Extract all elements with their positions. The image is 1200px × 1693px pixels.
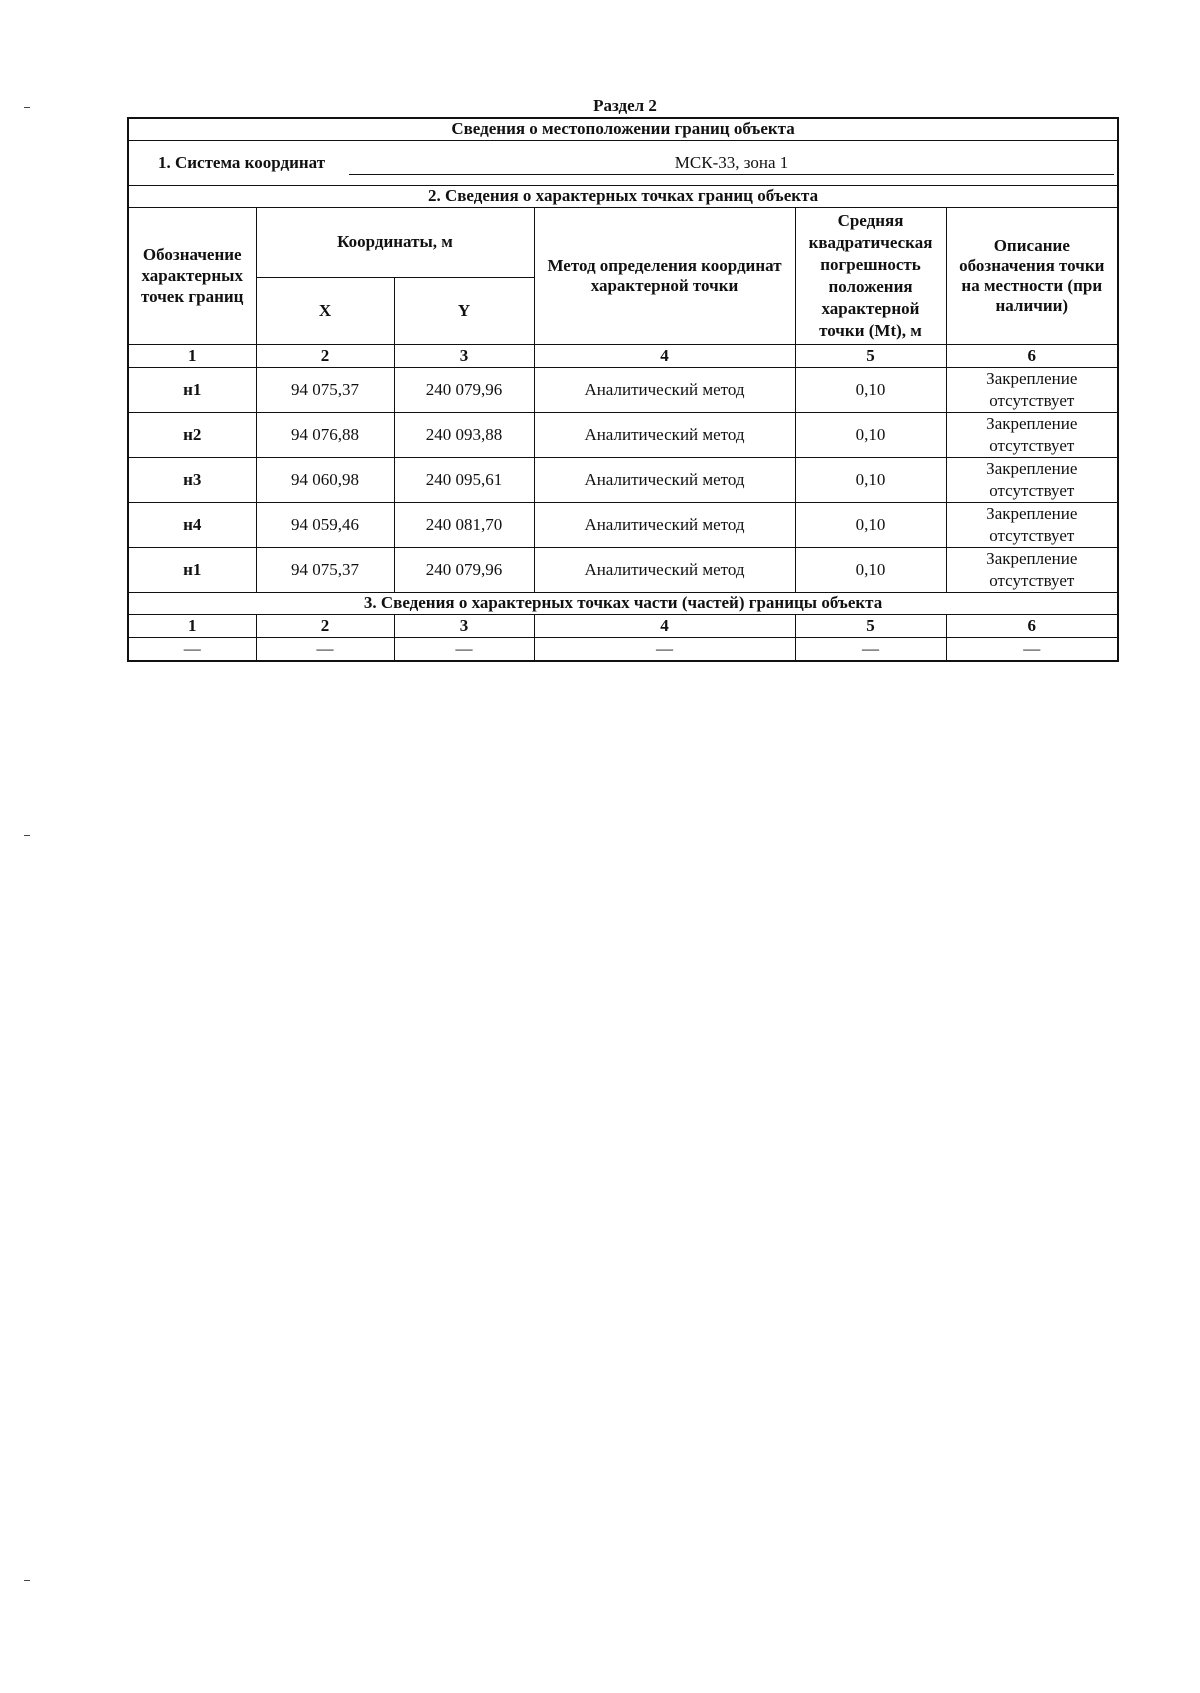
section3-header: 3. Сведения о характерных точках части (частей) границы объекта [128,592,1118,614]
column-number: 6 [946,614,1118,637]
table-row [128,457,1118,502]
point-id: н2 [128,412,256,457]
page-title: Раздел 2 [593,96,657,115]
empty-cell: — [795,637,946,661]
col-y: Y [394,278,534,344]
coord-x: 94 059,46 [256,502,394,547]
coord-y: 240 093,88 [394,412,534,457]
description: Закрепление отсутствует [946,457,1118,502]
method: Аналитический метод [534,412,795,457]
coord-x: 94 060,98 [256,457,394,502]
section2-header: 2. Сведения о характерных точках границ объекта [128,185,1118,207]
section3-header-row [128,592,1118,614]
col-accuracy: Средняя квадратическая погрешность положения характерной точки (Mt), м [795,207,946,344]
description: Закрепление отсутствует [946,412,1118,457]
empty-cell: — [128,637,256,661]
column-number: 1 [128,344,256,367]
description: Закрепление отсутствует [946,367,1118,412]
column-header-row [128,207,1118,278]
accuracy: 0,10 [795,502,946,547]
table-row [128,547,1118,592]
description: Закрепление отсутствует [946,547,1118,592]
col-coordinates: Координаты, м [256,207,534,278]
column-number: 3 [394,614,534,637]
method: Аналитический метод [534,547,795,592]
table-row [128,412,1118,457]
empty-cell: — [534,637,795,661]
coord-y: 240 079,96 [394,547,534,592]
section3-column-number-row [128,614,1118,637]
column-number: 5 [795,614,946,637]
column-number: 1 [128,614,256,637]
coord-y: 240 079,96 [394,367,534,412]
col-description: Описание обозначения точки на местности (при наличии) [946,207,1118,344]
description: Закрепление отсутствует [946,502,1118,547]
main-header: Сведения о местоположении границ объекта [128,118,1118,140]
coord-x: 94 075,37 [256,547,394,592]
scan-mark [24,835,30,836]
table-row [128,367,1118,412]
column-number: 4 [534,344,795,367]
coord-system-label: 1. Система координат [157,152,326,172]
coord-x: 94 076,88 [256,412,394,457]
coord-system-value: МСК-33, зона 1 [349,153,1114,175]
col-designation: Обозначение характерных точек границ [128,207,256,344]
coord-x: 94 075,37 [256,367,394,412]
accuracy: 0,10 [795,457,946,502]
accuracy: 0,10 [795,367,946,412]
scan-mark [24,1580,30,1581]
point-id: н1 [128,547,256,592]
empty-cell: — [394,637,534,661]
column-number: 2 [256,614,394,637]
table-row [128,502,1118,547]
method: Аналитический метод [534,502,795,547]
col-method: Метод определения координат характерной точки [534,207,795,344]
column-number: 6 [946,344,1118,367]
column-number: 3 [394,344,534,367]
accuracy: 0,10 [795,547,946,592]
column-number: 5 [795,344,946,367]
section3-empty-row [128,637,1118,661]
section2-header-row [128,185,1118,207]
point-id: н1 [128,367,256,412]
coord-y: 240 095,61 [394,457,534,502]
coord-y: 240 081,70 [394,502,534,547]
boundary-table [127,117,1119,662]
coord-system-row [128,140,1118,185]
method: Аналитический метод [534,367,795,412]
method: Аналитический метод [534,457,795,502]
col-x: X [256,278,394,344]
point-id: н4 [128,502,256,547]
column-number: 2 [256,344,394,367]
column-number-row [128,344,1118,367]
accuracy: 0,10 [795,412,946,457]
empty-cell: — [256,637,394,661]
column-number: 4 [534,614,795,637]
empty-cell: — [946,637,1118,661]
point-id: н3 [128,457,256,502]
main-header-row [128,118,1118,140]
